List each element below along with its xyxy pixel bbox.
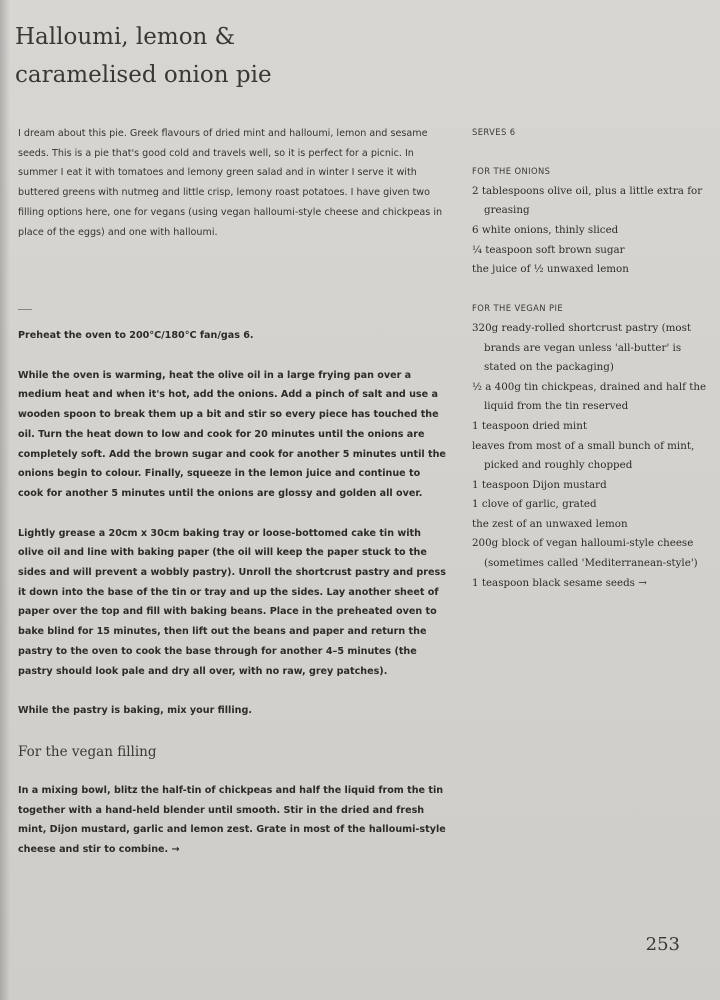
spine-shadow bbox=[0, 0, 10, 1000]
title-line-2: caramelised onion pie bbox=[15, 62, 272, 88]
intro-paragraph: I dream about this pie. Greek flavours of dried mint and halloumi, lemon and sesame seeds. This is a pie that's good cold and travels well, so it is perfect for a picnic. In summer I eat it with tomatoes and lemony green salad and in winter I serve it with buttered greens with nutmeg and little crisp, lemony roast potatoes. I have given two filling options here, one for vegans (using vegan halloumi-style cheese and chickpeas in place of the eggs) and one with halloumi. bbox=[18, 128, 443, 238]
ingredient-item: 6 white onions, thinly sliced bbox=[472, 223, 619, 236]
recipe-title bbox=[15, 18, 415, 94]
vegan-pie-label: FOR THE VEGAN PIE bbox=[472, 303, 564, 314]
ingredient-item: 2 tablespoons olive oil, plus a little extra for greasing bbox=[472, 184, 703, 217]
ingredient-item: ½ a 400g tin chickpeas, drained and half the liquid from the tin reserved bbox=[472, 380, 707, 413]
ingredient-item: 1 teaspoon dried mint bbox=[472, 419, 587, 432]
serves-label: SERVES 6 bbox=[472, 127, 516, 137]
ingredient-item: 1 teaspoon Dijon mustard bbox=[472, 478, 607, 491]
onions-label: FOR THE ONIONS bbox=[472, 166, 551, 177]
ingredient-item: ¼ teaspoon soft brown sugar bbox=[472, 243, 625, 256]
method bbox=[18, 326, 448, 880]
method-step-preheat: Preheat the oven to 200°C/180°C fan/gas 6. bbox=[18, 330, 254, 341]
method-step-blitz: In a mixing bowl, blitz the half-tin of chickpeas and half the liquid from the tin together with a hand-held blender until smooth. Stir in the dried and fresh mint, Dijon mustard, garlic and lemon zest. Grate in most of the halloumi-style cheese and stir to combine. → bbox=[18, 784, 446, 856]
ingredient-item: the zest of an unwaxed lemon bbox=[472, 517, 628, 530]
title-line-1: Halloumi, lemon & bbox=[15, 24, 236, 50]
method-step-pastry: Lightly grease a 20cm x 30cm baking tray or loose-bottomed cake tin with olive oil and line with baking paper (the oil will keep the paper stuck to the sides and will prevent a wobbly pastry). Unroll the shortcrust pastry and press it down into the base of the tin or tray and up the sides. Lay another sheet of paper over the top and fill with baking beans. Place in the preheated oven to bake blind for 15 minutes, then lift out the beans and paper and return the pastry to the oven to cook the base through for another 4–5 minutes (the pastry should look pale and dry all over, with no raw, grey patches). bbox=[18, 527, 446, 677]
ingredient-item: the juice of ½ unwaxed lemon bbox=[472, 263, 629, 276]
ingredient-item: 1 teaspoon black sesame seeds → bbox=[472, 576, 647, 589]
onions-group bbox=[472, 162, 707, 280]
page-number: 253 bbox=[645, 934, 680, 955]
ingredient-item: 1 clove of garlic, grated bbox=[472, 498, 597, 511]
method-step-filling: While the pastry is baking, mix your filling. bbox=[18, 705, 252, 717]
ingredient-item: 320g ready-rolled shortcrust pastry (most brands are vegan unless 'all-butter' is stated on the packaging) bbox=[472, 321, 691, 374]
method-step-onions: While the oven is warming, heat the olive oil in a large frying pan over a medium heat and when it's hot, add the onions. Add a pinch of salt and use a wooden spoon to break them up a bit and stir so every piece has touched the oil. Turn the heat down to low and cook for 20 minutes until the onions are completely soft. Add the brown sugar and cook for another 5 minutes until the onions begin to colour. Finally, squeeze in the lemon juice and continue to cook for another 5 minutes until the onions are glossy and golden all over. bbox=[18, 369, 446, 499]
ingredients-column bbox=[472, 123, 707, 613]
ingredient-item: leaves from most of a small bunch of mint, picked and roughly chopped bbox=[472, 439, 695, 472]
vegan-filling-heading: For the vegan filling bbox=[18, 743, 157, 760]
ingredient-item: 200g block of vegan halloumi-style cheese (sometimes called 'Mediterranean-style') bbox=[472, 537, 698, 570]
divider bbox=[18, 309, 32, 310]
vegan-pie-group bbox=[472, 299, 707, 593]
